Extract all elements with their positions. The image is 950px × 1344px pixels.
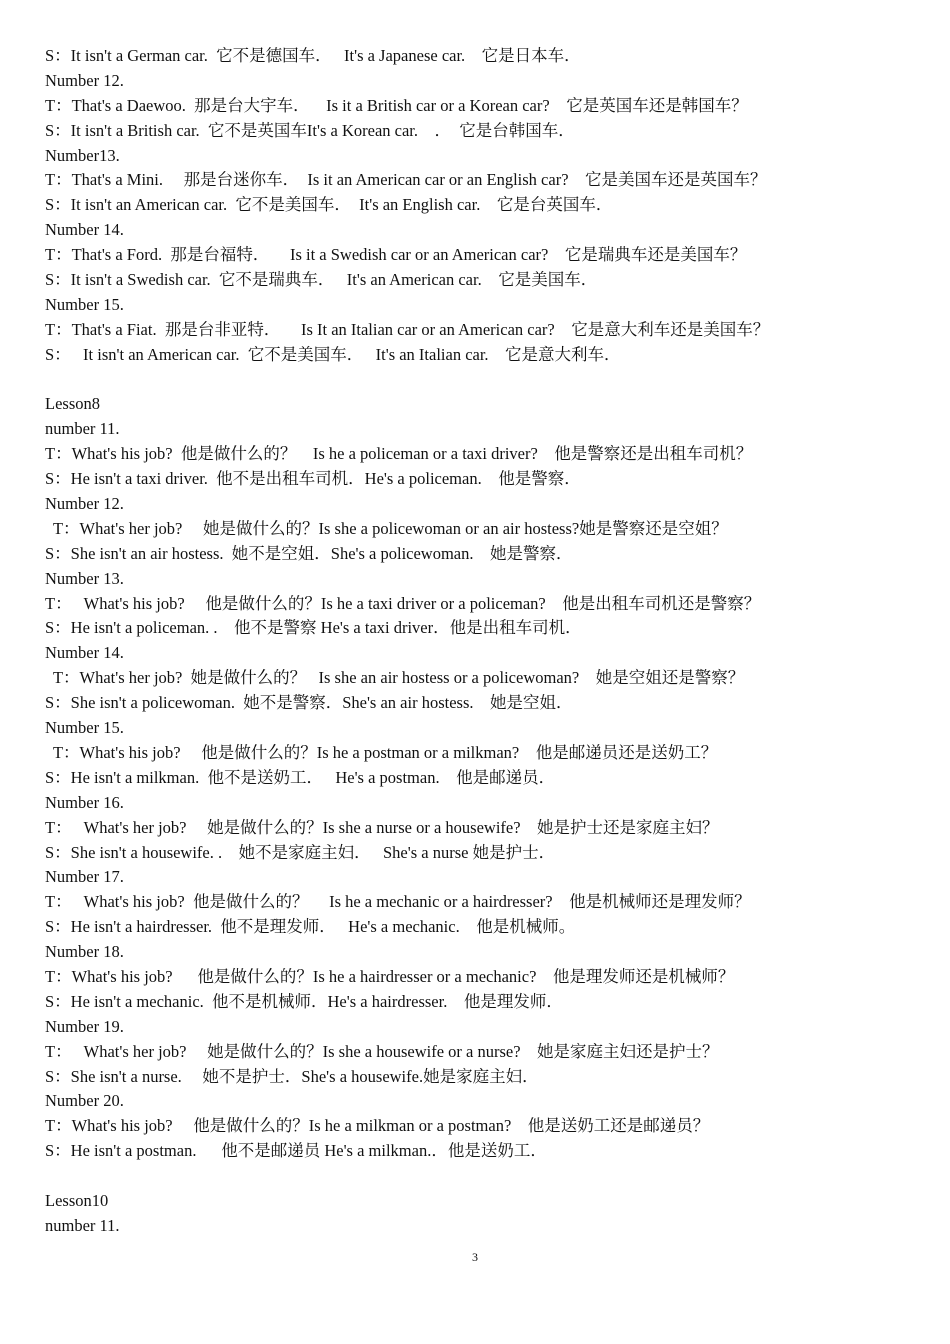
text-line: Number 15. bbox=[45, 718, 124, 738]
text-line: Number 16. bbox=[45, 792, 124, 812]
text-line: Number 18. bbox=[45, 942, 124, 962]
text-line: number 11. bbox=[45, 1215, 120, 1235]
text-line: T：That's a Ford. 那是台福特． Is it a Swedish car or an American car? 它是瑞典车还是美国车？ bbox=[45, 245, 747, 265]
text-line: S：It isn't a British car. 它不是英国车It's a Korean car. ． 它是台韩国车． bbox=[45, 120, 575, 140]
text-line: S：He isn't a taxi driver. 他不是出租车司机．He's a policeman. 他是警察． bbox=[45, 469, 581, 489]
text-line: Number 12. bbox=[45, 494, 124, 514]
text-line: Number 14. bbox=[45, 220, 124, 240]
text-line: S：He isn't a policeman. . 他不是警察 He's a taxi driver．他是出租车司机． bbox=[45, 618, 582, 638]
text-line: S： It isn't an American car. 它不是美国车． It's an Italian car. 它是意大利车． bbox=[45, 344, 621, 364]
text-line: S：She isn't a nurse. 她不是护士．She's a housewife.她是家庭主妇． bbox=[45, 1066, 539, 1086]
text-line: Number 15. bbox=[45, 294, 124, 314]
text-line: T：That's a Daewoo. 那是台大宇车． Is it a British car or a Korean car? 它是英国车还是韩国车？ bbox=[45, 95, 748, 115]
text-line: Number 20. bbox=[45, 1091, 124, 1111]
text-line: S：It isn't a Swedish car. 它不是瑞典车． It's an American car. 它是美国车． bbox=[45, 270, 598, 290]
text-line: Number13. bbox=[45, 145, 120, 165]
text-line: S：He isn't a hairdresser. 他不是理发师． He's a mechanic. 他是机械师。 bbox=[45, 917, 576, 937]
text-line: Number 13. bbox=[45, 568, 124, 588]
text-line: T： What's her job? 她是做什么的？Is she a housewife or a nurse? 她是家庭主妇还是护士？ bbox=[45, 1041, 719, 1061]
text-line: T： What's her job? 她是做什么的？Is she a nurse or a housewife? 她是护士还是家庭主妇？ bbox=[45, 817, 719, 837]
text-line: T：What's her job? 她是做什么的？ Is she an air hostess or a policewoman? 她是空姐还是警察？ bbox=[45, 668, 745, 688]
paragraph-gap bbox=[45, 368, 905, 393]
text-line: T： What's his job? 他是做什么的？Is he a taxi driver or a policeman? 他是出租车司机还是警察？ bbox=[45, 593, 761, 613]
text-line: S：She isn't a policewoman. 她不是警察．She's an air hostess. 她是空姐． bbox=[45, 693, 573, 713]
text-line: S：She isn't an air hostess. 她不是空姐．She's a policewoman. 她是警察． bbox=[45, 543, 573, 563]
text-line: T：What's her job? 她是做什么的？Is she a policewoman or an air hostess?她是警察还是空姐？ bbox=[45, 518, 728, 538]
text-line: S：He isn't a postman. 他不是邮递员 He's a milkman.．他是送奶工． bbox=[45, 1141, 547, 1161]
text-line: T：What's his job? 他是做什么的？Is he a milkman or a postman? 他是送奶工还是邮递员？ bbox=[45, 1116, 710, 1136]
page-number: 3 bbox=[472, 1250, 478, 1264]
section-lesson-cars bbox=[45, 44, 905, 368]
text-line: Number 19. bbox=[45, 1016, 124, 1036]
lesson-heading: Lesson8 bbox=[45, 394, 100, 414]
section-lesson10 bbox=[45, 1189, 905, 1239]
text-line: T：That's a Fiat. 那是台非亚特． Is It an Italian car or an American car? 它是意大利车还是美国车？ bbox=[45, 319, 770, 339]
text-line: T：What's his job? 他是做什么的？ Is he a policeman or a taxi driver? 他是警察还是出租车司机？ bbox=[45, 444, 753, 464]
text-line: Number 14. bbox=[45, 643, 124, 663]
text-line: S：It isn't an American car. 它不是美国车． It's an English car. 它是台英国车． bbox=[45, 195, 613, 215]
text-line: S：It isn't a German car. 它不是德国车． It's a Japanese car. 它是日本车． bbox=[45, 46, 581, 65]
text-line: Number 12. bbox=[45, 70, 124, 90]
lesson-heading: Lesson10 bbox=[45, 1190, 109, 1210]
text-line: number 11. bbox=[45, 419, 120, 439]
text-line: T：What's his job? 他是做什么的？Is he a postman or a milkman? 他是邮递员还是送奶工？ bbox=[45, 742, 718, 762]
paragraph-gap bbox=[45, 1164, 905, 1189]
text-line: S：He isn't a milkman. 他不是送奶工． He's a postman. 他是邮递员． bbox=[45, 767, 556, 787]
document-body bbox=[45, 44, 905, 1239]
text-line: T： What's his job? 他是做什么的？ Is he a mechanic or a hairdresser? 他是机械师还是理发师？ bbox=[45, 892, 751, 912]
text-line: S：He isn't a mechanic. 他不是机械师．He's a hairdresser. 他是理发师． bbox=[45, 991, 563, 1011]
text-line: S：She isn't a housewife. . 她不是家庭主妇． She's a nurse 她是护士． bbox=[45, 842, 556, 862]
text-line: T：What's his job? 他是做什么的？Is he a hairdresser or a mechanic? 他是理发师还是机械师？ bbox=[45, 966, 735, 986]
section-lesson8 bbox=[45, 392, 905, 1164]
text-line: T：That's a Mini. 那是台迷你车． Is it an American car or an English car? 它是美国车还是英国车？ bbox=[45, 170, 767, 190]
text-line: Number 17. bbox=[45, 867, 124, 887]
